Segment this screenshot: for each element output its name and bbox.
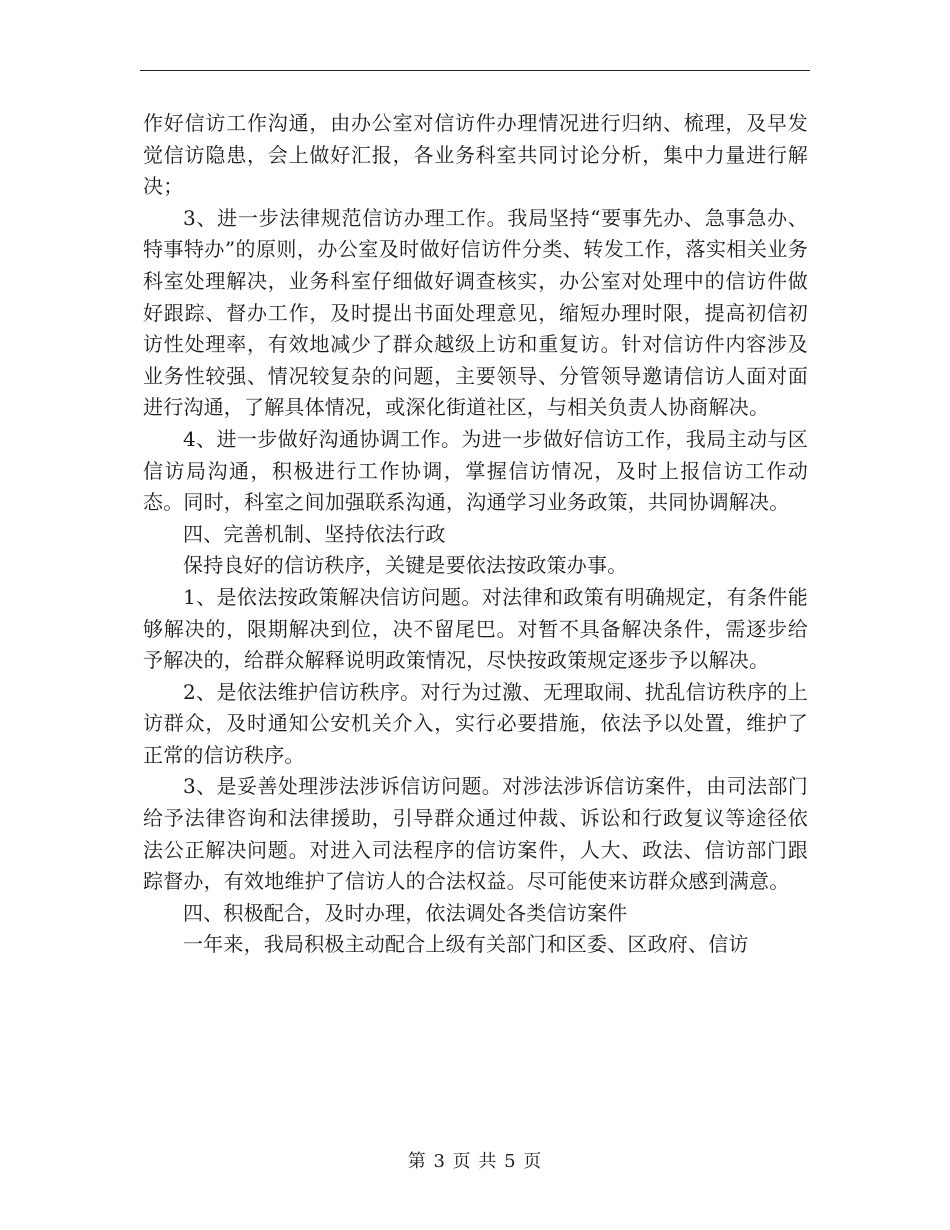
paragraph-4: 保持良好的信访秩序，关键是要依法按政策办事。 bbox=[183, 553, 628, 578]
section-heading-2: 四、积极配合，及时办理，依法调处各类信访案件 bbox=[183, 900, 628, 925]
paragraph-7: 3、是妥善处理涉法涉诉信访问题。对涉法涉诉信访案件，由司法部门给予法律咨询和法律援助，引导群众通过仲裁、诉讼和行政复议等途径依法公正解决问题。对进入司法程序的信访案件，人大、政法、信访部门跟踪督办，有效地维护了信访人的合法权益。尽可能使来访群众感到满意。 bbox=[143, 774, 808, 894]
paragraph-5: 1、是依法按政策解决信访问题。对法律和政策有明确规定，有条件能够解决的，限期解决到位，决不留尾巴。对暂不具备解决条件，需逐步给予解决的，给群众解释说明政策情况，尽快按政策规定逐步予以解决。 bbox=[143, 584, 808, 673]
paragraph-8: 一年来，我局积极主动配合上级有关部门和区委、区政府、信访 bbox=[183, 932, 749, 957]
paragraph-3: 4、进一步做好沟通协调工作。为进一步做好信访工作，我局主动与区信访局沟通，积极进行工作协调，掌握信访情况，及时上报信访工作动态。同时，科室之间加强联系沟通，沟通学习业务政策，共同协调解决。 bbox=[143, 426, 808, 515]
paragraph-1: 作好信访工作沟通，由办公室对信访件办理情况进行归纳、梳理，及早发觉信访隐患，会上做好汇报，各业务科室共同讨论分析，集中力量进行解决； bbox=[143, 111, 808, 199]
document-body bbox=[143, 108, 808, 961]
page-number: 第 3 页 共 5 页 bbox=[407, 1151, 543, 1172]
paragraph-6: 2、是依法维护信访秩序。对行为过激、无理取闹、扰乱信访秩序的上访群众，及时通知公安机关介入，实行必要措施，依法予以处置，维护了正常的信访秩序。 bbox=[143, 679, 808, 767]
section-heading-1: 四、完善机制、坚持依法行政 bbox=[183, 521, 446, 546]
header-rule bbox=[140, 70, 810, 71]
paragraph-2: 3、进一步法律规范信访办理工作。我局坚持“要事先办、急事急办、特事特办”的原则，办公室及时做好信访件分类、转发工作，落实相关业务科室处理解决，业务科室仔细做好调查核实，办公室对处理中的信访件做好跟踪、督办工作，及时提出书面处理意见，缩短办理时限，提高初信初访性处理率，有效地减少了群众越级上访和重复访。针对信访件内容涉及业务性较强、情况较复杂的问题，主要领导、分管领导邀请信访人面对面进行沟通，了解具体情况，或深化街道社区，与相关负责人协商解决。 bbox=[143, 205, 808, 420]
